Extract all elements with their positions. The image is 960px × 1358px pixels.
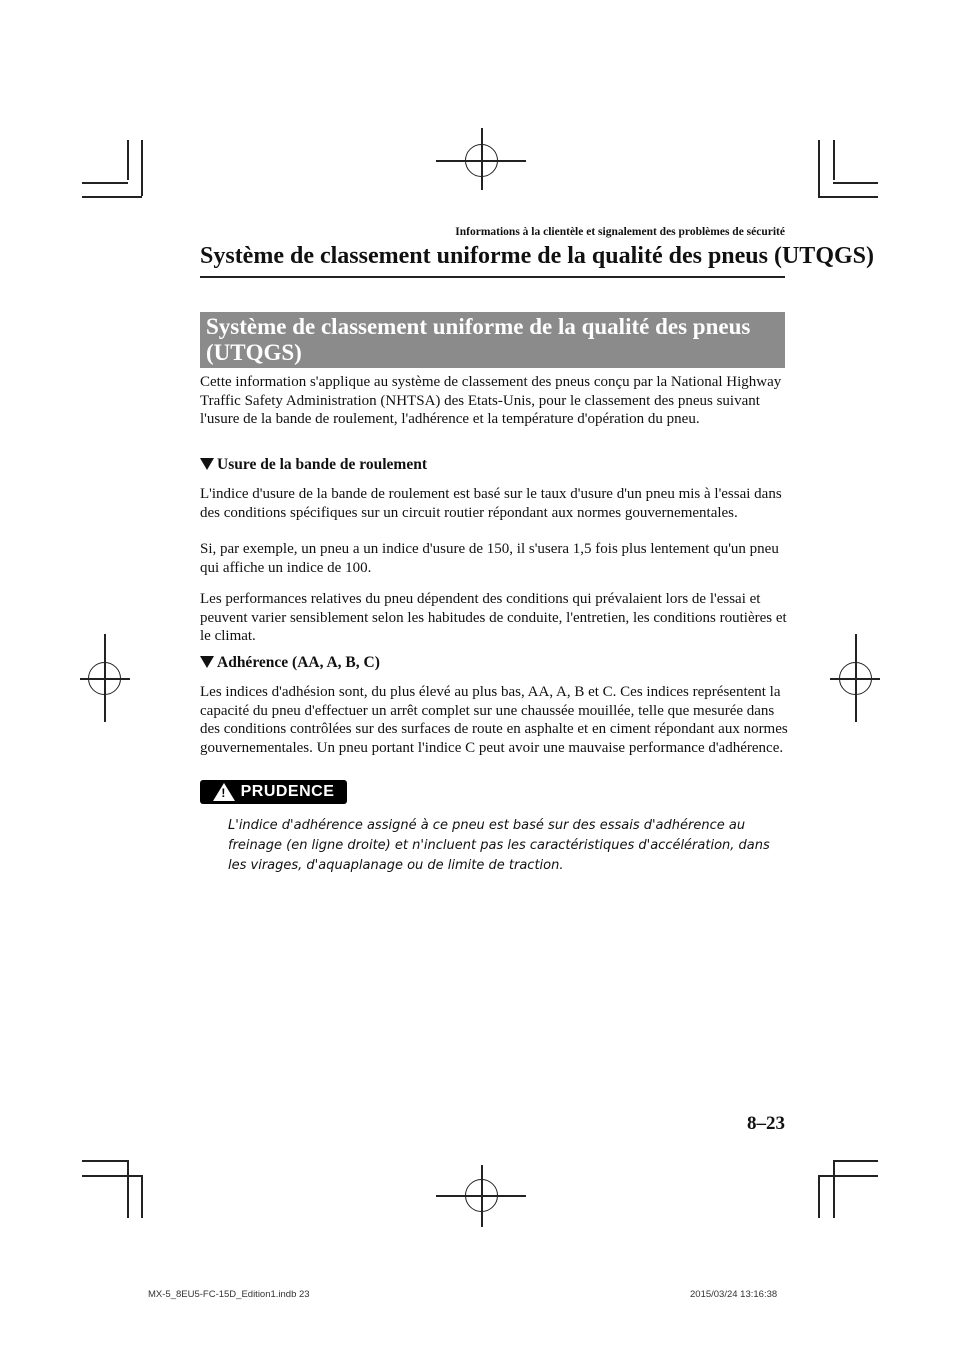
footer-timestamp: 2015/03/24 13:16:38 — [690, 1289, 778, 1300]
crop-mark-bottom-left-h2 — [82, 1175, 142, 1177]
caution-badge — [200, 780, 347, 804]
treadwear-heading-label: Usure de la bande de roulement — [217, 456, 427, 473]
crop-mark-top-right-v — [818, 140, 820, 196]
triangle-bullet-icon — [200, 458, 214, 470]
crop-mark-top-left-v2 — [127, 140, 129, 180]
header-rule — [200, 276, 785, 278]
section-banner-title — [206, 314, 779, 366]
traction-heading-label: Adhérence (AA, A, B, C) — [217, 654, 380, 671]
crop-mark-bottom-left-h — [82, 1160, 128, 1162]
treadwear-heading — [200, 456, 427, 474]
crop-mark-bottom-left-v2 — [141, 1175, 143, 1218]
warning-triangle-icon: ! — [213, 783, 235, 801]
running-header: Informations à la clientèle et signalement des problèmes de sécurité — [455, 226, 785, 238]
crop-mark-bottom-right-v — [833, 1160, 835, 1218]
treadwear-paragraph-3: Les performances relatives du pneu dépendent des conditions qui prévalaient lors de l'essai et peuvent varier sensiblement selon les habitudes de conduite, l'entretien, les conditions routières et le climat. — [200, 591, 787, 644]
caution-label: PRUDENCE — [240, 783, 335, 800]
intro-paragraph: Cette information s'applique au système de classement des pneus conçu par la National Highway Traffic Safety Administration (NHTSA) des Etats-Unis, pour le classement des pneus suivant l'usure de la bande de roulement, l'adhérence et la température d'opération du pneu. — [200, 374, 782, 427]
section-banner-title-line2: (UTQGS) — [206, 340, 302, 365]
caution-text: L'indice d'adhérence assigné à ce pneu est basé sur des essais d'adhérence au freinage (en ligne droite) et n'incluent pas les caractéristiques d'accélération, dans les virages, d'aquaplanage ou de limite de traction. — [228, 818, 770, 873]
page-section-title: Système de classement uniforme de la qualité des pneus (UTQGS) — [200, 243, 874, 269]
treadwear-paragraph-1: L'indice d'usure de la bande de roulement est basé sur le taux d'usure d'un pneu mis à l'essai dans des conditions spécifiques sur un circuit routier répondant aux normes gouvernementales. — [200, 486, 782, 521]
crop-mark-top-right-h2 — [833, 182, 878, 184]
footer-file-name: MX-5_8EU5-FC-15D_Edition1.indb 23 — [148, 1289, 310, 1300]
treadwear-paragraph-2: Si, par exemple, un pneu a un indice d'usure de 150, il s'usera 1,5 fois plus lentement qu'un pneu qui affiche un indice de 100. — [200, 541, 779, 576]
crop-mark-top-right-h — [818, 196, 878, 198]
crop-mark-top-right-v2 — [833, 140, 835, 180]
crop-mark-bottom-right-h — [833, 1160, 878, 1162]
crop-mark-top-left-h — [82, 196, 142, 198]
crop-mark-bottom-right-v2 — [818, 1175, 820, 1218]
crop-mark-top-left-h2 — [82, 182, 128, 184]
crop-mark-bottom-left-v — [127, 1160, 129, 1218]
crop-mark-bottom-right-h2 — [818, 1175, 878, 1177]
traction-heading — [200, 654, 380, 672]
triangle-bullet-icon — [200, 656, 214, 668]
crop-mark-top-left-v — [141, 140, 143, 196]
traction-paragraph: Les indices d'adhésion sont, du plus élevé au plus bas, AA, A, B et C. Ces indices représentent la capacité du pneu d'effectuer un arrêt complet sur une chaussée mouillée, telle que mesurée dans des conditions contrôlées sur des surfaces de route en asphalte et en ciment répondant aux normes gouvernementales. Un pneu portant l'indice C peut avoir une mauvaise performance d'adhérence. — [200, 684, 788, 756]
page-number: 8–23 — [747, 1113, 785, 1134]
section-banner-title-line1: Système de classement uniforme de la qualité des pneus — [206, 314, 751, 339]
section-banner — [200, 312, 785, 368]
